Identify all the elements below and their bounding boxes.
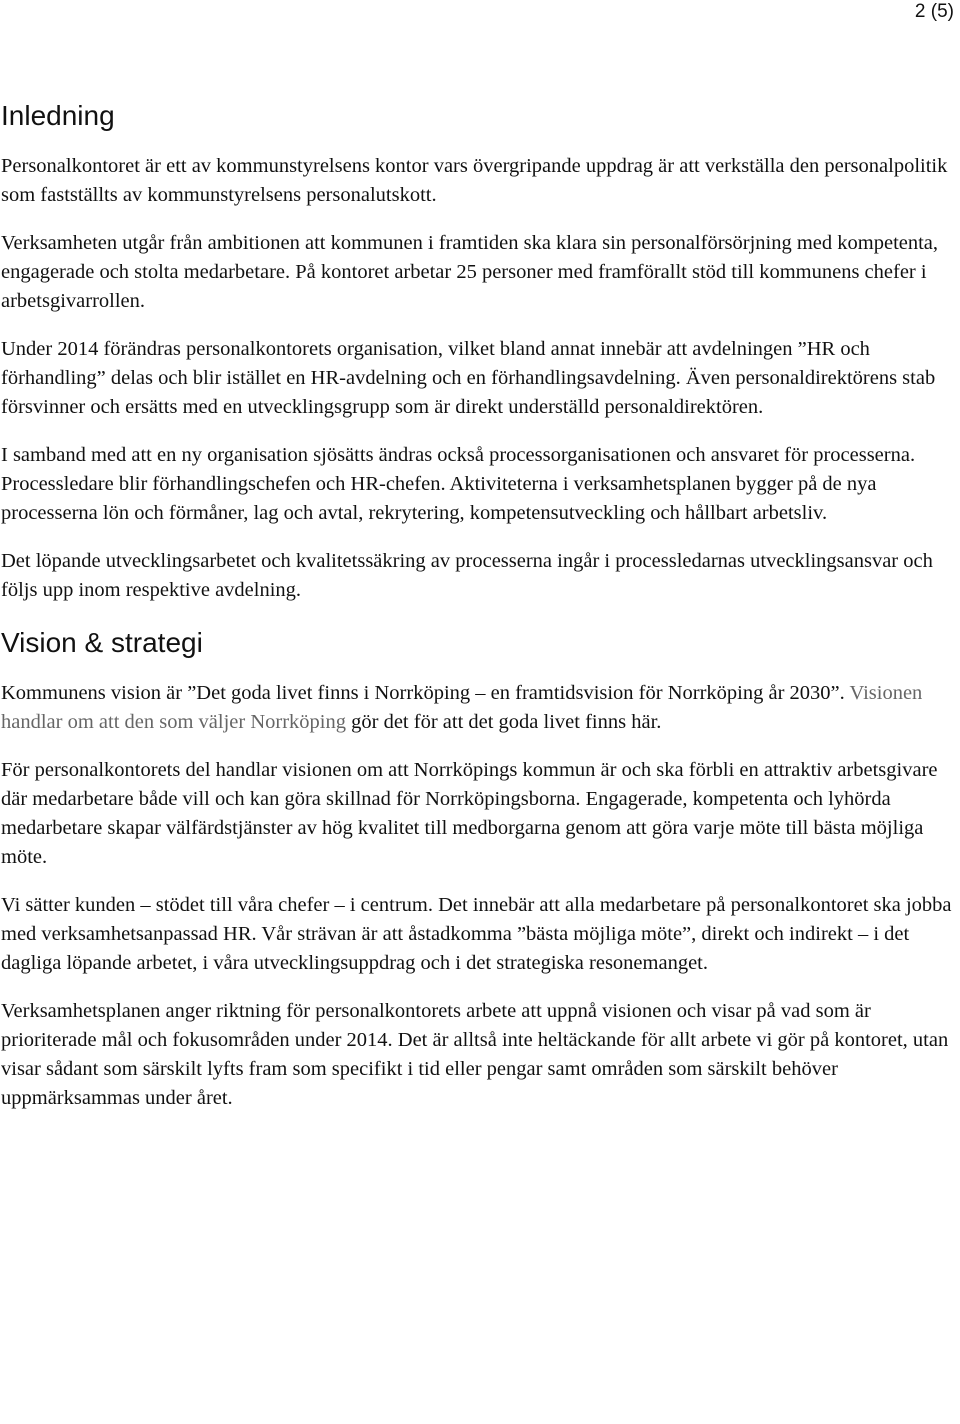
document-body <box>1 98 953 1132</box>
vision-explanation: Visionen handlar om att den som väljer Norrköping <box>1 682 923 733</box>
paragraph: Under 2014 förändras personalkontorets organisation, vilket bland annat innebär att avdelningen ”HR och förhandling” delas och blir istället en HR-avdelning och en förhandlingsavdelning. Även personaldirektörens stab försvinner och ersätts med en utvecklingsgrupp som är direkt underställd personaldirektören. <box>1 338 936 418</box>
paragraph: För personalkontorets del handlar visionen om att Norrköpings kommun är och ska förbli en attraktiv arbetsgivare där medarbetare både vill och kan göra skillnad för Norrköpingsborna. Engagerade, kompetenta och lyhörda medarbetare skapar välfärdstjänster av hög kvalitet till medborgarna genom att göra varje möte till bästa möjliga möte. <box>1 759 938 868</box>
vision-explanation-end: gör det för att det goda livet finns här. <box>346 711 662 733</box>
paragraph: Det löpande utvecklingsarbetet och kvalitetssäkring av processerna ingår i processledarnas utvecklingsansvar och följs upp inom respektive avdelning. <box>1 550 933 601</box>
page-number: 2 (5) <box>914 1 954 22</box>
paragraph: Verksamheten utgår från ambitionen att kommunen i framtiden ska klara sin personalförsörjning med kompetenta, engagerade och stolta medarbetare. På kontoret arbetar 25 personer med framförallt stöd till kommunens chefer i arbetsgivarrollen. <box>1 232 939 312</box>
section-heading-vision: Vision & strategi <box>1 627 203 658</box>
vision-paragraph <box>1 679 953 737</box>
section-heading-inledning: Inledning <box>1 100 115 131</box>
paragraph: I samband med att en ny organisation sjösätts ändras också processorganisationen och ansvaret för processerna. Processledare blir förhandlingschefen och HR-chefen. Aktiviteterna i verksamhetsplanen bygger på de nya processerna lön och förmåner, lag och avtal, rekrytering, kompetensutveckling och hållbart arbetsliv. <box>1 444 916 524</box>
paragraph: Vi sätter kunden – stödet till våra chefer – i centrum. Det innebär att alla medarbetare på personalkontoret ska jobba med verksamhetsanpassad HR. Vår strävan är att åstadkomma ”bästa möjliga möte”, direkt och indirekt – i det dagliga löpande arbetet, i våra utvecklingsuppdrag och i det strategiska resonemanget. <box>1 894 952 974</box>
paragraph: Personalkontoret är ett av kommunstyrelsens kontor vars övergripande uppdrag är att verkställa den personalpolitik som fastställts av kommunstyrelsens personalutskott. <box>1 155 948 206</box>
vision-statement: Kommunens vision är ”Det goda livet finns i Norrköping – en framtidsvision för Norrköping år 2030”. <box>1 682 845 704</box>
paragraph: Verksamhetsplanen anger riktning för personalkontorets arbete att uppnå visionen och visar på vad som är prioriterade mål och fokusområden under 2014. Det är alltså inte heltäckande för allt arbete vi gör på kontoret, utan visar sådant som särskilt lyfts fram som specifikt i tid eller pengar samt områden som särskilt behöver uppmärksammas under året. <box>1 1000 949 1109</box>
